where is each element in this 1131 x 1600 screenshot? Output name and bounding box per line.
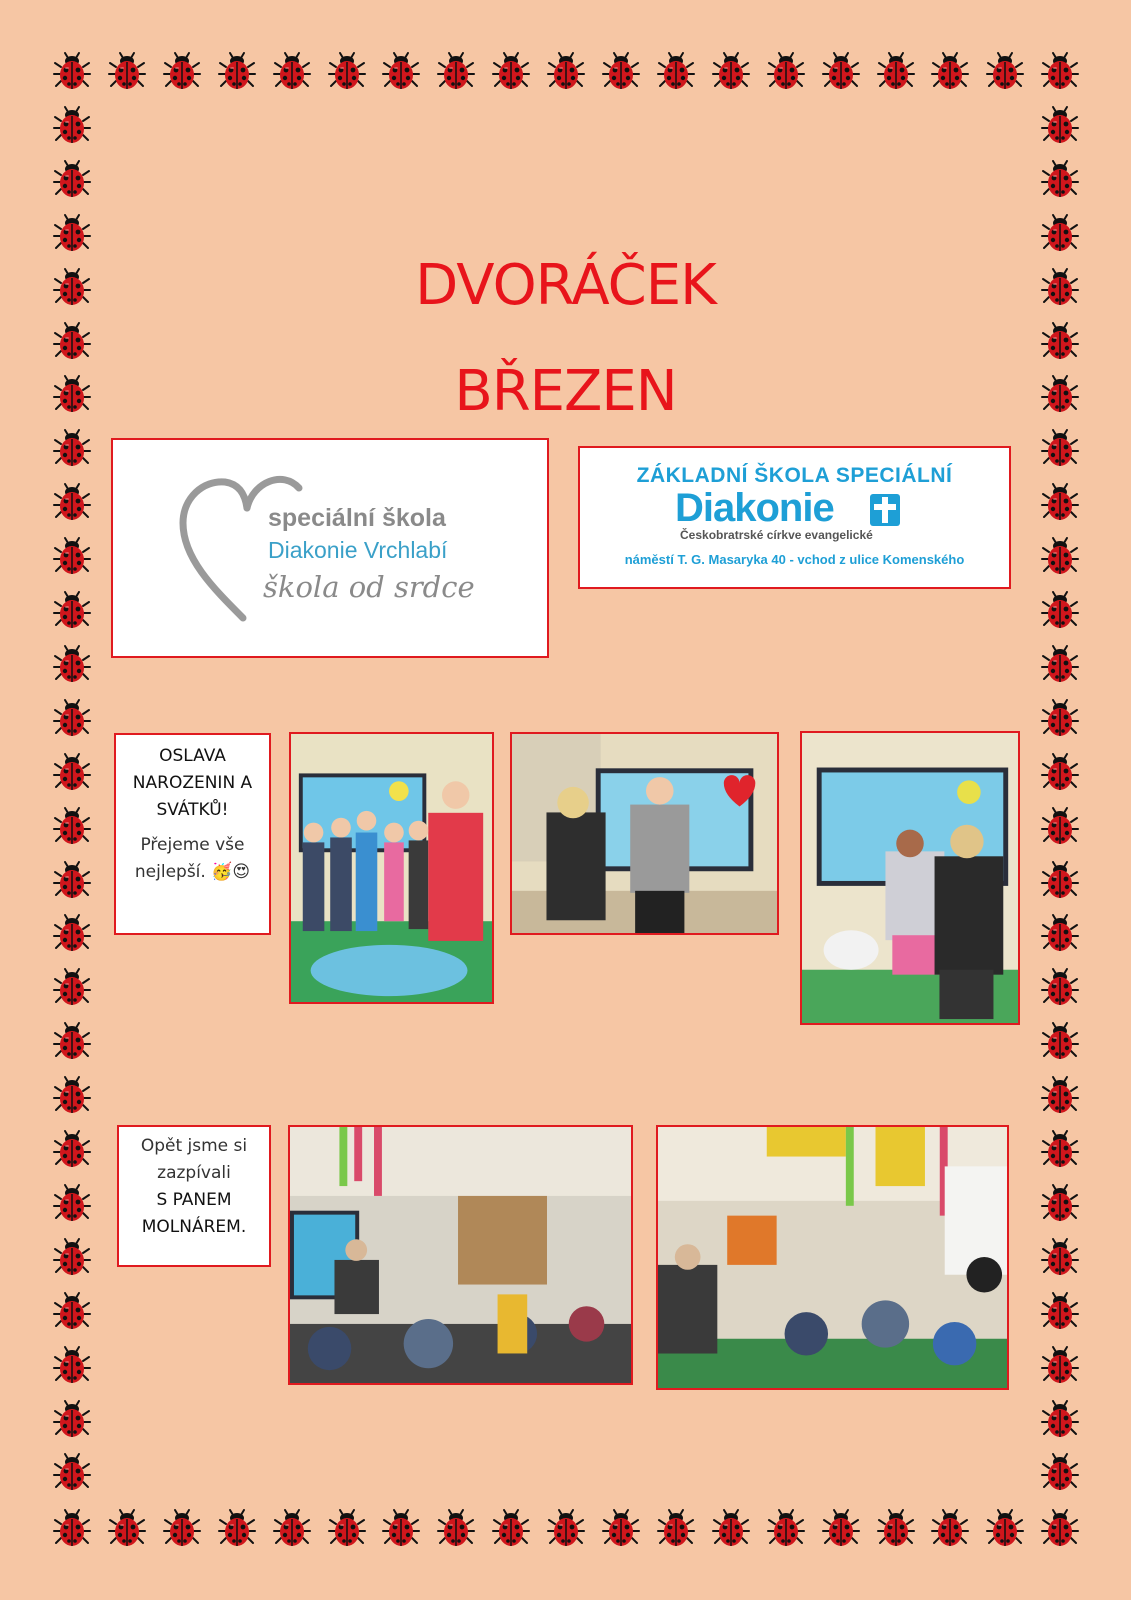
ladybug-icon xyxy=(1040,913,1080,953)
ladybug-icon xyxy=(52,752,92,792)
ladybug-icon xyxy=(711,51,751,91)
ladybug-icon xyxy=(52,1452,92,1492)
page-title: DVORÁČEK xyxy=(415,253,716,318)
ladybug-icon xyxy=(766,1508,806,1548)
ladybug-icon xyxy=(1040,536,1080,576)
ladybug-icon xyxy=(656,51,696,91)
ladybug-icon xyxy=(1040,1399,1080,1439)
ladybug-icon xyxy=(1040,1183,1080,1223)
ladybug-icon xyxy=(985,1508,1025,1548)
ladybug-icon xyxy=(52,913,92,953)
ladybug-icon xyxy=(1040,806,1080,846)
school-logo-left xyxy=(111,438,549,658)
ladybug-icon xyxy=(1040,1452,1080,1492)
ladybug-icon xyxy=(1040,752,1080,792)
ladybug-icon xyxy=(1040,428,1080,468)
ladybug-icon xyxy=(381,1508,421,1548)
birthday-text-1: Přejeme vše xyxy=(140,835,245,855)
photo-singing-classroom-1 xyxy=(288,1125,633,1385)
ladybug-icon xyxy=(107,1508,147,1548)
ladybug-icon xyxy=(52,213,92,253)
logo-right-line3: Českobratrské církve evangelické xyxy=(680,528,873,542)
ladybug-icon xyxy=(52,644,92,684)
ladybug-icon xyxy=(52,428,92,468)
ladybug-icon xyxy=(52,1129,92,1169)
ladybug-icon xyxy=(52,1291,92,1331)
ladybug-icon xyxy=(711,1508,751,1548)
ladybug-icon xyxy=(52,1345,92,1385)
ladybug-icon xyxy=(52,105,92,145)
singing-text-1: Opět jsme si xyxy=(140,1136,248,1156)
chalice-cross-icon xyxy=(870,494,900,526)
ladybug-icon xyxy=(1040,1508,1080,1548)
birthday-heading-3: SVÁTKŮ! xyxy=(156,800,229,820)
ladybug-icon xyxy=(52,1075,92,1115)
photo-birthday-handshake xyxy=(510,732,779,935)
ladybug-icon xyxy=(52,321,92,361)
ladybug-icon xyxy=(1040,967,1080,1007)
singing-heading-1: S PANEM xyxy=(156,1190,232,1210)
ladybug-icon xyxy=(52,967,92,1007)
ladybug-icon xyxy=(1040,482,1080,522)
ladybug-icon xyxy=(1040,1021,1080,1061)
photo-birthday-hug xyxy=(800,731,1020,1025)
ladybug-icon xyxy=(1040,1129,1080,1169)
ladybug-icon xyxy=(217,1508,257,1548)
ladybug-icon xyxy=(985,51,1025,91)
birthday-note xyxy=(114,733,271,935)
singing-text-2: zazpívali xyxy=(157,1163,231,1183)
ladybug-icon xyxy=(1040,213,1080,253)
ladybug-icon xyxy=(52,806,92,846)
logo-right-line4: náměstí T. G. Masaryka 40 - vchod z ulice Komenského xyxy=(624,552,965,567)
ladybug-icon xyxy=(52,1508,92,1548)
singing-note xyxy=(117,1125,271,1267)
birthday-heading-2: NAROZENIN A xyxy=(132,773,253,793)
ladybug-icon xyxy=(1040,860,1080,900)
birthday-text-2: nejlepší. 🥳😍 xyxy=(134,862,251,882)
ladybug-icon xyxy=(1040,159,1080,199)
ladybug-icon xyxy=(491,51,531,91)
logo-right-line2: Diakonie xyxy=(675,486,834,530)
ladybug-icon xyxy=(1040,1291,1080,1331)
ladybug-icon xyxy=(52,1183,92,1223)
ladybug-icon xyxy=(52,1399,92,1439)
ladybug-icon xyxy=(107,51,147,91)
ladybug-icon xyxy=(162,1508,202,1548)
ladybug-icon xyxy=(272,1508,312,1548)
ladybug-icon xyxy=(546,51,586,91)
ladybug-icon xyxy=(1040,1237,1080,1277)
ladybug-icon xyxy=(381,51,421,91)
ladybug-icon xyxy=(546,1508,586,1548)
ladybug-icon xyxy=(1040,51,1080,91)
ladybug-icon xyxy=(327,1508,367,1548)
ladybug-icon xyxy=(821,51,861,91)
ladybug-icon xyxy=(876,1508,916,1548)
ladybug-icon xyxy=(656,1508,696,1548)
photo-singing-classroom-2 xyxy=(656,1125,1009,1390)
ladybug-icon xyxy=(272,51,312,91)
photo-birthday-group xyxy=(289,732,494,1004)
logo-left-line3: škola od srdce xyxy=(263,570,475,604)
ladybug-icon xyxy=(876,51,916,91)
ladybug-icon xyxy=(1040,105,1080,145)
ladybug-icon xyxy=(52,698,92,738)
ladybug-icon xyxy=(436,1508,476,1548)
ladybug-icon xyxy=(601,1508,641,1548)
ladybug-icon xyxy=(1040,698,1080,738)
birthday-heading-1: OSLAVA xyxy=(159,746,226,766)
ladybug-icon xyxy=(1040,321,1080,361)
school-logo-right xyxy=(578,446,1011,589)
ladybug-icon xyxy=(52,1021,92,1061)
ladybug-icon xyxy=(930,1508,970,1548)
ladybug-icon xyxy=(52,860,92,900)
ladybug-icon xyxy=(52,159,92,199)
ladybug-icon xyxy=(1040,590,1080,630)
ladybug-icon xyxy=(52,590,92,630)
ladybug-icon xyxy=(436,51,476,91)
ladybug-icon xyxy=(601,51,641,91)
ladybug-icon xyxy=(766,51,806,91)
logo-left-line1: speciální škola xyxy=(268,504,446,532)
ladybug-icon xyxy=(1040,1075,1080,1115)
ladybug-icon xyxy=(821,1508,861,1548)
ladybug-icon xyxy=(930,51,970,91)
ladybug-icon xyxy=(52,51,92,91)
ladybug-icon xyxy=(327,51,367,91)
ladybug-icon xyxy=(1040,644,1080,684)
logo-left-line2: Diakonie Vrchlabí xyxy=(268,537,448,563)
page-subtitle: BŘEZEN xyxy=(454,359,677,424)
ladybug-icon xyxy=(217,51,257,91)
ladybug-icon xyxy=(162,51,202,91)
logo-right-line1: ZÁKLADNÍ ŠKOLA SPECIÁLNÍ xyxy=(636,464,953,487)
ladybug-icon xyxy=(1040,1345,1080,1385)
ladybug-icon xyxy=(52,536,92,576)
ladybug-icon xyxy=(52,1237,92,1277)
ladybug-icon xyxy=(52,482,92,522)
ladybug-icon xyxy=(491,1508,531,1548)
singing-heading-2: MOLNÁREM. xyxy=(141,1217,247,1237)
